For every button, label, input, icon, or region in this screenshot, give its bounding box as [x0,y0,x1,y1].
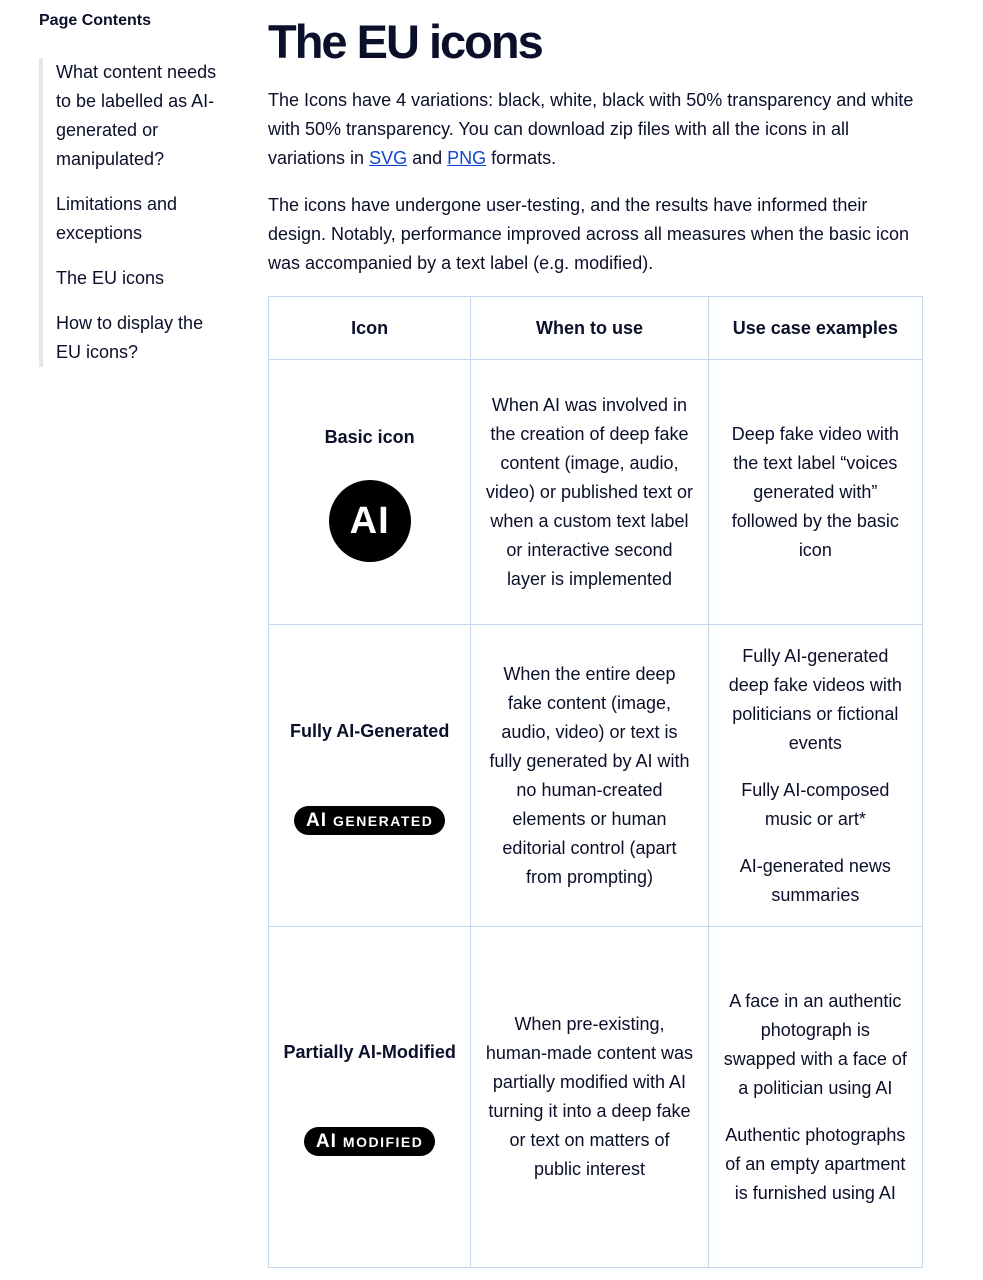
header-when-to-use: When to use [471,297,708,360]
icons-table [268,296,923,1268]
icon-cell [269,625,471,927]
when-to-use-text: When AI was involved in the creation of deep fake content (image, audio, video) or published text or when a custom text label or interactive second layer is implemented [485,394,694,589]
ai-basic-icon: AI [329,480,411,562]
icon-name: Fully AI-Generated [289,720,450,741]
when-to-use-cell [471,625,708,927]
use-case-cell [708,927,922,1268]
ai-badge-word: MODIFIED [342,1134,424,1150]
icon-name: Basic icon [324,426,415,447]
use-case-text: Deep fake video with the text label “voices generated with” followed by the basic icon [731,423,899,560]
ai-badge-mark: AI [315,1131,337,1152]
header-icon: Icon [269,297,471,360]
intro-paragraph [268,86,923,173]
toc-link-how-to-display[interactable]: How to display the EU icons? [56,313,204,362]
toc-link-limitations[interactable]: Limitations and exceptions [56,194,178,243]
when-to-use-text: When the entire deep fake content (image, audio, video) or text is fully generated by AI with no human-created elements or human editorial control (apart from prompting) [489,663,690,887]
png-download-link[interactable]: PNG [447,148,487,168]
user-testing-paragraph: The icons have undergone user-testing, and the results have informed their design. Notably, performance improved across all measures when the basic icon was accompanied by a text label (e.g. modified). [268,195,909,273]
use-case-text: Authentic photographs of an empty apartment is furnished using AI [725,1124,906,1203]
use-case-text: Fully AI-composed music or art* [741,779,890,829]
ai-modified-icon [304,1127,435,1156]
when-to-use-cell [471,927,708,1268]
icon-cell [269,360,471,625]
page-contents-heading: Page Contents [39,12,152,29]
table-header-row [269,297,923,360]
use-case-text: Fully AI-generated deep fake videos with politicians or fictional events [728,645,902,753]
toc-item-eu-icons [56,264,226,293]
header-use-case-examples: Use case examples [708,297,922,360]
use-case-cell [708,625,922,927]
when-to-use-text: When pre-existing, human-made content was partially modified with AI turning it into a deep fake or text on matters of public interest [485,1014,694,1179]
toc-item-what-content [56,58,226,174]
toc-link-eu-icons[interactable]: The EU icons [56,268,165,288]
table-row [269,625,923,927]
svg-download-link[interactable]: SVG [369,148,408,168]
page-contents-nav [39,9,239,367]
intro-text-after: formats. [486,148,557,168]
when-to-use-cell [471,360,708,625]
main-content [268,12,923,1268]
table-row [269,360,923,625]
ai-badge-mark: AI [305,809,327,831]
use-case-text: A face in an authentic photograph is swapped with a face of a politician using AI [723,990,907,1098]
table-row [269,927,923,1268]
page-title: The EU icons [268,15,542,68]
intro-text-middle: and [407,148,448,168]
toc-link-what-content[interactable]: What content needs to be labelled as AI-generated or manipulated? [56,62,217,169]
ai-generated-icon [294,806,445,835]
page-contents-list [39,58,226,367]
use-case-cell [708,360,922,625]
toc-item-how-to-display [56,309,226,367]
ai-badge-word: GENERATED [332,812,434,829]
icon-cell [269,927,471,1268]
intro-text-before: The Icons have 4 variations: black, white, black with 50% transparency and white with 50% transparency. You can download zip files with all the icons in all variations in [268,90,914,168]
icon-name: Partially AI-Modified [283,1042,456,1062]
use-case-text: AI-generated news summaries [739,855,891,905]
toc-item-limitations [56,190,226,248]
